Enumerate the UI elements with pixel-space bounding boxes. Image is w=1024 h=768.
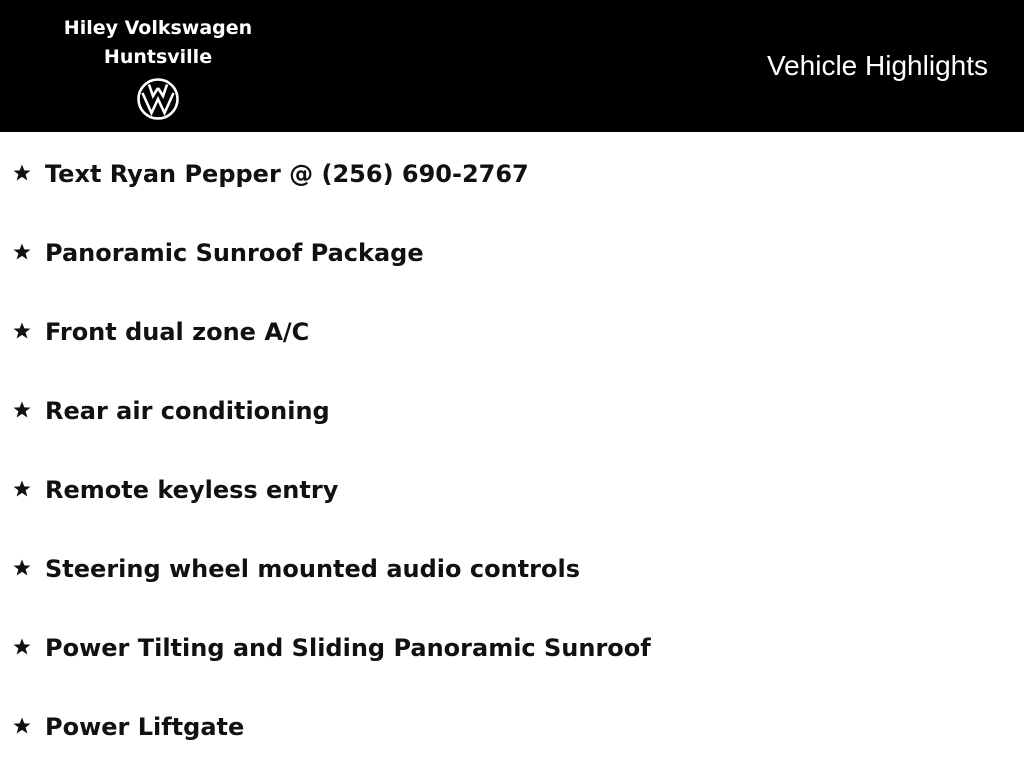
highlight-label: Text Ryan Pepper @ (256) 690-2767 <box>45 159 529 188</box>
list-item <box>0 292 1024 371</box>
list-item <box>0 687 1024 766</box>
star-icon <box>12 242 32 262</box>
dealer-name-line2: Huntsville <box>103 46 213 68</box>
highlight-label: Panoramic Sunroof Package <box>45 238 424 267</box>
star-icon <box>12 558 32 578</box>
highlight-label: Remote keyless entry <box>45 475 339 504</box>
star-icon <box>12 716 32 736</box>
vw-logo-icon <box>136 77 180 121</box>
list-item <box>0 213 1024 292</box>
list-item <box>0 371 1024 450</box>
list-item <box>0 134 1024 213</box>
highlight-label: Power Liftgate <box>45 712 245 741</box>
star-icon <box>12 479 32 499</box>
star-icon <box>12 163 32 183</box>
header-bar <box>0 0 1024 132</box>
list-item <box>0 529 1024 608</box>
dealer-logo[interactable] <box>58 14 258 121</box>
star-icon <box>12 321 32 341</box>
page-title: Vehicle Highlights <box>766 50 988 81</box>
highlight-label: Front dual zone A/C <box>45 317 310 346</box>
highlight-label: Power Tilting and Sliding Panoramic Sunroof <box>45 633 651 662</box>
highlight-label: Rear air conditioning <box>45 396 330 425</box>
star-icon <box>12 400 32 420</box>
highlight-label: Steering wheel mounted audio controls <box>45 554 580 583</box>
vehicle-highlights-list <box>0 134 1024 766</box>
list-item <box>0 608 1024 687</box>
star-icon <box>12 637 32 657</box>
list-item <box>0 450 1024 529</box>
dealer-name-line1: Hiley Volkswagen <box>63 17 253 39</box>
